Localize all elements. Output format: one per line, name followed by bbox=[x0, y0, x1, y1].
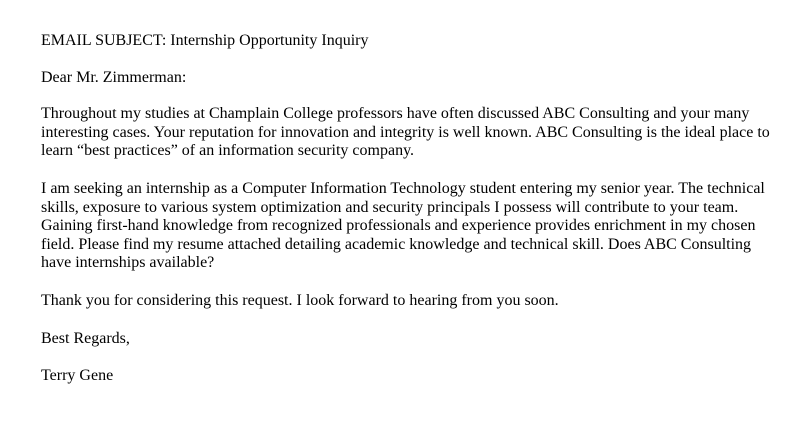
signature-name: Terry Gene bbox=[41, 367, 114, 385]
email-document bbox=[41, 32, 781, 386]
email-signoff: Best Regards, bbox=[41, 329, 130, 347]
email-greeting: Dear Mr. Zimmerman: bbox=[41, 68, 187, 86]
body-paragraph-1: Throughout my studies at Champlain College professors have often discussed ABC Consulting and your many interesting cases. Your reputation for innovation and integrity is well known. ABC Consulting is the ideal place to learn “best practices” of an information security company. bbox=[41, 105, 770, 160]
body-paragraph-3: Thank you for considering this request. I look forward to hearing from you soon. bbox=[41, 291, 559, 309]
email-subject-line: EMAIL SUBJECT: Internship Opportunity Inquiry bbox=[41, 32, 369, 49]
body-paragraph-2: I am seeking an internship as a Computer Information Technology student entering my senior year. The technical skills, exposure to various system optimization and security principals I possess will contribute to your team. Gaining first-hand knowledge from recognized professionals and experience provides enrichment in my chosen field. Please find my resume attached detailing academic knowledge and technical skill. Does ABC Consulting have internships available? bbox=[41, 179, 765, 272]
